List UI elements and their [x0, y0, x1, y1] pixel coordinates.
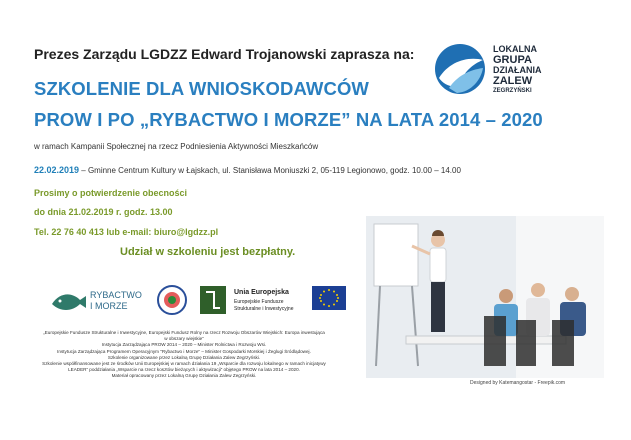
footer-line: Instytucja Zarządzająca PROW 2014 – 2020 – Minister Rolnictwa i Rozwoju Wsi. [101, 342, 267, 348]
footer-line: Instytucja Zarządzająca Programem Operacyjnym "Rybactwo i Morze" – Minister Gospodarki Morskiej i Żeglugi Śródlądowej. [57, 348, 311, 354]
legal-footer [38, 330, 330, 380]
rybactwo-logo-icon [52, 290, 142, 311]
footer-line: LEADER” poddziałania „Wsparcie na rzecz kosztów bieżących i aktywizacji” objętego PROW na lata 2014 – 2020. [68, 367, 300, 373]
training-photo [366, 216, 604, 378]
partner-logos [50, 282, 350, 318]
logo-line-1: LOKALNA [493, 44, 537, 54]
rybactwo-text-2: I MORZE [90, 301, 128, 311]
footer-line: Szkolenie organizowane przez Lokalną Grupę Działania Zalew Zegrzyński. [107, 354, 261, 360]
image-credit: Designed by Katemangostar - Freepik.com [470, 380, 566, 386]
eu-title: Unia Europejska [234, 289, 289, 296]
free-participation: Udział w szkoleniu jest bezpłatny. [120, 246, 296, 258]
program-title: PROW I PO „RYBACTWO I MORZE” NA LATA 2014 – 2020 [34, 109, 543, 130]
lgdzz-logo [433, 42, 603, 96]
logo-line-5: ZEGRZYŃSKI [493, 88, 532, 94]
event-details [34, 165, 461, 175]
leader-logo-icon [200, 286, 226, 314]
campaign-subtitle: w ramach Kampanii Społecznej na rzecz Podniesienia Aktywności Mieszkańców [34, 142, 319, 151]
footer-line: Materiał opracowany przez Lokalną Grupę Działania Zalew Zegrzyński. [111, 373, 257, 379]
event-date: 22.02.2019 [34, 165, 80, 175]
confirm-attendance: Prosimy o potwierdzenie obecności [34, 188, 188, 198]
eu-logo-group [234, 286, 346, 312]
eu-subtitle-1: Europejskie Fundusze [234, 299, 284, 305]
logo-line-2: GRUPA [493, 53, 532, 66]
attendees-figures [484, 283, 586, 366]
footer-line: „Europejskie Fundusze Strukturalne i Inwestycyjne, Europejski Fundusz Rolny na rzecz Rozwoju Obszarów Wiejskich: Europa inwestująca [43, 330, 325, 335]
ksow-logo-icon [158, 286, 186, 314]
footer-line: w obszary wiejskie” [164, 336, 204, 342]
lgdzz-logo-text [493, 44, 542, 97]
contact-info: Tel. 22 76 40 413 lub e-mail: biuro@lgdzz.pl [34, 227, 219, 237]
confirm-deadline: do dnia 21.02.2019 r. godz. 13.00 [34, 207, 173, 217]
training-title: SZKOLENIE DLA WNIOSKODAWCÓW [34, 78, 369, 99]
inviter-line: Prezes Zarządu LGDZZ Edward Trojanowski zaprasza na: [34, 46, 415, 62]
logo-line-4: ZALEW [493, 74, 533, 87]
lgdzz-emblem-icon [433, 42, 487, 96]
rybactwo-text-1: RYBACTWO [90, 290, 142, 300]
footer-line: Szkolenie współfinansowane jest ze środków Unii Europejskiej w ramach działania 19 „Wsparcie dla rozwoju lokalnego w ramach inicjatywy [42, 361, 326, 367]
event-location: – Gminne Centrum Kultury w Łajskach, ul. Stanisława Moniuszki 2, 05-119 Legionowo, godz. 10.00 – 14.00 [79, 166, 461, 175]
logo-line-3: DZIAŁANIA [493, 65, 542, 75]
eu-subtitle-2: Strukturalne i Inwestycyjne [234, 306, 294, 312]
